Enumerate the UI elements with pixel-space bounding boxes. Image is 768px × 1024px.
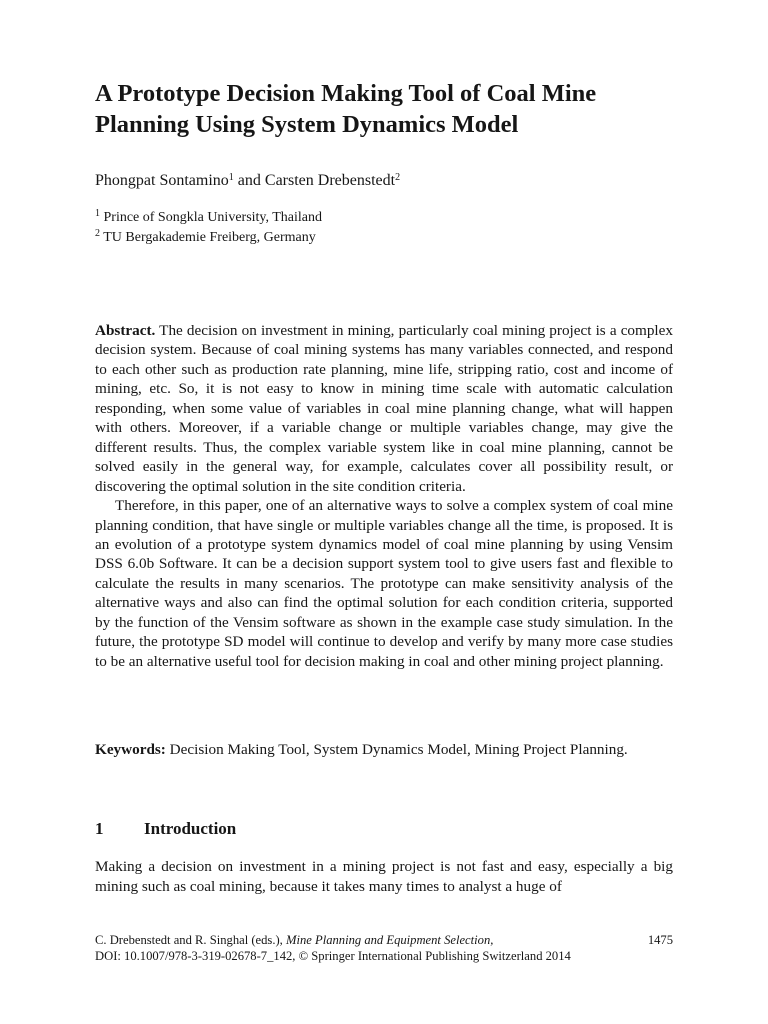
- section-heading: [95, 818, 236, 840]
- footer-citation: [95, 932, 673, 948]
- footer-editors: C. Drebenstedt and R. Singhal (eds.),: [95, 933, 286, 947]
- section-number: 1: [95, 819, 104, 838]
- affiliation-text: TU Bergakademie Freiberg, Germany: [100, 230, 316, 245]
- affiliation-marker: 1: [228, 172, 234, 183]
- affiliation-number: 1: [95, 208, 100, 219]
- keywords: [95, 740, 673, 760]
- keywords-text: Decision Making Tool, System Dynamics Model, Mining Project Planning.: [169, 741, 628, 758]
- affiliation: [95, 209, 322, 227]
- author-name: Phongpat Sontamino: [95, 172, 229, 189]
- footer-book-title: Mine Planning and Equipment Selection,: [285, 933, 494, 947]
- page-number: 1475: [647, 933, 673, 947]
- abstract-text: The decision on investment in mining, particularly coal mining project is a complex decision system. Because of coal mining systems has many variables connected, and respond to each other such as production rate planning, mine life, stripping ratio, cost and income of mining, etc. So, it is not easy to know in mining time scale with automatic calculation responding, when some value of variables in coal mine planning change, what will happen with others. Moreover, if a variable change or multiple variables change, may give the different results. Thus, the complex variable system like in coal mine planning, cannot be solved easily in the general way, for example, calculates cover all possibility result, or discovering the optimal solution in the site condition criteria.: [95, 322, 673, 495]
- author-conjunction: and: [233, 172, 265, 189]
- author-name: Carsten Drebenstedt: [264, 172, 396, 189]
- paper-title: A Prototype Decision Making Tool of Coal Mine Planning Using System Dynamics Model: [95, 80, 597, 138]
- page-footer: [95, 932, 673, 964]
- affiliation-number: 2: [95, 228, 100, 239]
- author-line: [95, 171, 400, 191]
- affiliation-text: Prince of Songkla University, Thailand: [100, 210, 323, 225]
- affiliation-marker: 2: [395, 172, 401, 183]
- abstract: [95, 321, 673, 671]
- abstract-label: Abstract.: [95, 322, 156, 339]
- body-paragraph: Making a decision on investment in a mining project is not fast and easy, especially a big mining such as coal mining, because it takes many times to analyst a huge of: [95, 858, 673, 895]
- section-title: Introduction: [144, 819, 237, 838]
- abstract-paragraph: Therefore, in this paper, one of an alternative ways to solve a complex system of coal mine planning condition, that have single or multiple variables change all the time, is proposed. It is an evolution of a prototype system dynamics model of coal mine planning by using Vensim DSS 6.0b Software. It can be a decision support system tool to give users fast and flexible to calculate the results in many scenarios. The prototype can make sensitivity analysis of the alternative ways and also can find the optimal solution for each condition criteria, supported by the function of the Vensim software as shown in the example case study simulation. In the future, the prototype SD model will continue to develop and verify by many more case studies to be an alternative useful tool for decision making in coal and other mining project planning.: [95, 497, 673, 670]
- affiliation: [95, 229, 316, 247]
- keywords-label: Keywords:: [95, 741, 166, 758]
- abstract-paragraph: [95, 321, 673, 496]
- footer-doi: DOI: 10.1007/978-3-319-02678-7_142, © Springer International Publishing Switzerland 2014: [95, 949, 571, 963]
